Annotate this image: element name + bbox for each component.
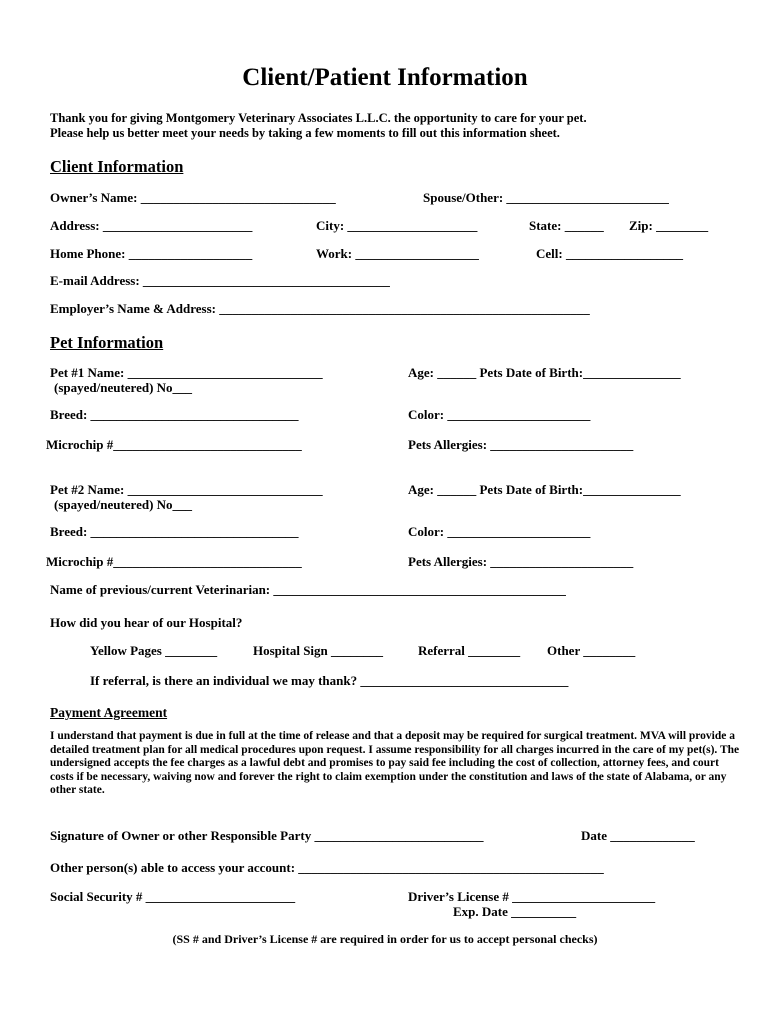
client-info-heading: Client Information [50, 157, 184, 176]
intro-line-2: Please help us better meet your needs by taking a few moments to fill out this information sheet. [50, 126, 560, 140]
hospital-sign-option[interactable]: Hospital Sign ________ [253, 643, 384, 658]
pet2-age-dob-field[interactable]: Age: ______ Pets Date of Birth:_______________ [408, 482, 681, 497]
checks-note: (SS # and Driver’s License # are required in order for us to accept personal checks) [172, 932, 598, 946]
owner-name-field[interactable]: Owner’s Name: ______________________________ [50, 190, 336, 205]
pet2-microchip-field[interactable]: Microchip #_____________________________ [46, 554, 302, 569]
payment-agreement-text: I understand that payment is due in full at the time of release and that a deposit may be required for surgical treatment. MVA will provide a detailed treatment plan for all medical procedures upon request. I assume responsibility for all charges incurred in the care of my pet(s). The undersigned accepts the fee charges as a lawful debt and promises to pay said fee including the cost of collection, attorney fees, and court costs if be necessary, waiving now and forever the right to claim exemption under the constitution and laws of the state of Alabama, or any other state. [50, 730, 740, 797]
pet2-color-field[interactable]: Color: ______________________ [408, 524, 591, 539]
referral-option[interactable]: Referral ________ [418, 643, 521, 658]
pet2-breed-field[interactable]: Breed: ________________________________ [50, 524, 299, 539]
pet2-name-field[interactable]: Pet #2 Name: ______________________________ [50, 482, 323, 497]
date-field[interactable]: Date _____________ [581, 828, 695, 843]
referral-thank-field[interactable]: If referral, is there an individual we may thank? ________________________________ [90, 673, 569, 688]
page-title: Client/Patient Information [242, 64, 528, 91]
cell-phone-field[interactable]: Cell: __________________ [536, 246, 683, 261]
email-field[interactable]: E-mail Address: ______________________________________ [50, 273, 390, 288]
signature-field[interactable]: Signature of Owner or other Responsible Party __________________________ [50, 828, 484, 843]
payment-agreement-heading: Payment Agreement [50, 705, 168, 720]
other-persons-field[interactable]: Other person(s) able to access your account: _______________________________________________ [50, 860, 604, 875]
intro-line-1: Thank you for giving Montgomery Veterinary Associates L.L.C. the opportunity to care for your pet. [50, 111, 587, 125]
home-phone-field[interactable]: Home Phone: ___________________ [50, 246, 253, 261]
yellow-pages-option[interactable]: Yellow Pages ________ [90, 643, 218, 658]
previous-vet-field[interactable]: Name of previous/current Veterinarian: _____________________________________________ [50, 582, 566, 597]
other-option[interactable]: Other ________ [547, 643, 636, 658]
pet2-spayed-field[interactable]: (spayed/neutered) No___ [54, 497, 193, 512]
pet1-microchip-field[interactable]: Microchip #_____________________________ [46, 437, 302, 452]
pet2-allergies-field[interactable]: Pets Allergies: ______________________ [408, 554, 634, 569]
drivers-license-field[interactable]: Driver’s License # ______________________ [408, 889, 656, 904]
employer-field[interactable]: Employer’s Name & Address: _________________________________________________________ [50, 301, 590, 316]
intro-text [50, 111, 587, 141]
pet1-allergies-field[interactable]: Pets Allergies: ______________________ [408, 437, 634, 452]
pet1-breed-field[interactable]: Breed: ________________________________ [50, 407, 299, 422]
spouse-other-field[interactable]: Spouse/Other: _________________________ [423, 190, 669, 205]
city-field[interactable]: City: ____________________ [316, 218, 478, 233]
license-exp-date-field[interactable]: Exp. Date __________ [453, 904, 577, 919]
state-field[interactable]: State: ______ [529, 218, 604, 233]
zip-field[interactable]: Zip: ________ [629, 218, 709, 233]
pet1-name-field[interactable]: Pet #1 Name: ______________________________ [50, 365, 323, 380]
pet1-color-field[interactable]: Color: ______________________ [408, 407, 591, 422]
address-field[interactable]: Address: _______________________ [50, 218, 253, 233]
pet-info-heading: Pet Information [50, 333, 164, 352]
work-phone-field[interactable]: Work: ___________________ [316, 246, 479, 261]
referral-question: How did you hear of our Hospital? [50, 615, 243, 630]
pet1-age-dob-field[interactable]: Age: ______ Pets Date of Birth:_______________ [408, 365, 681, 380]
social-security-field[interactable]: Social Security # _______________________ [50, 889, 296, 904]
pet1-spayed-field[interactable]: (spayed/neutered) No___ [54, 380, 193, 395]
